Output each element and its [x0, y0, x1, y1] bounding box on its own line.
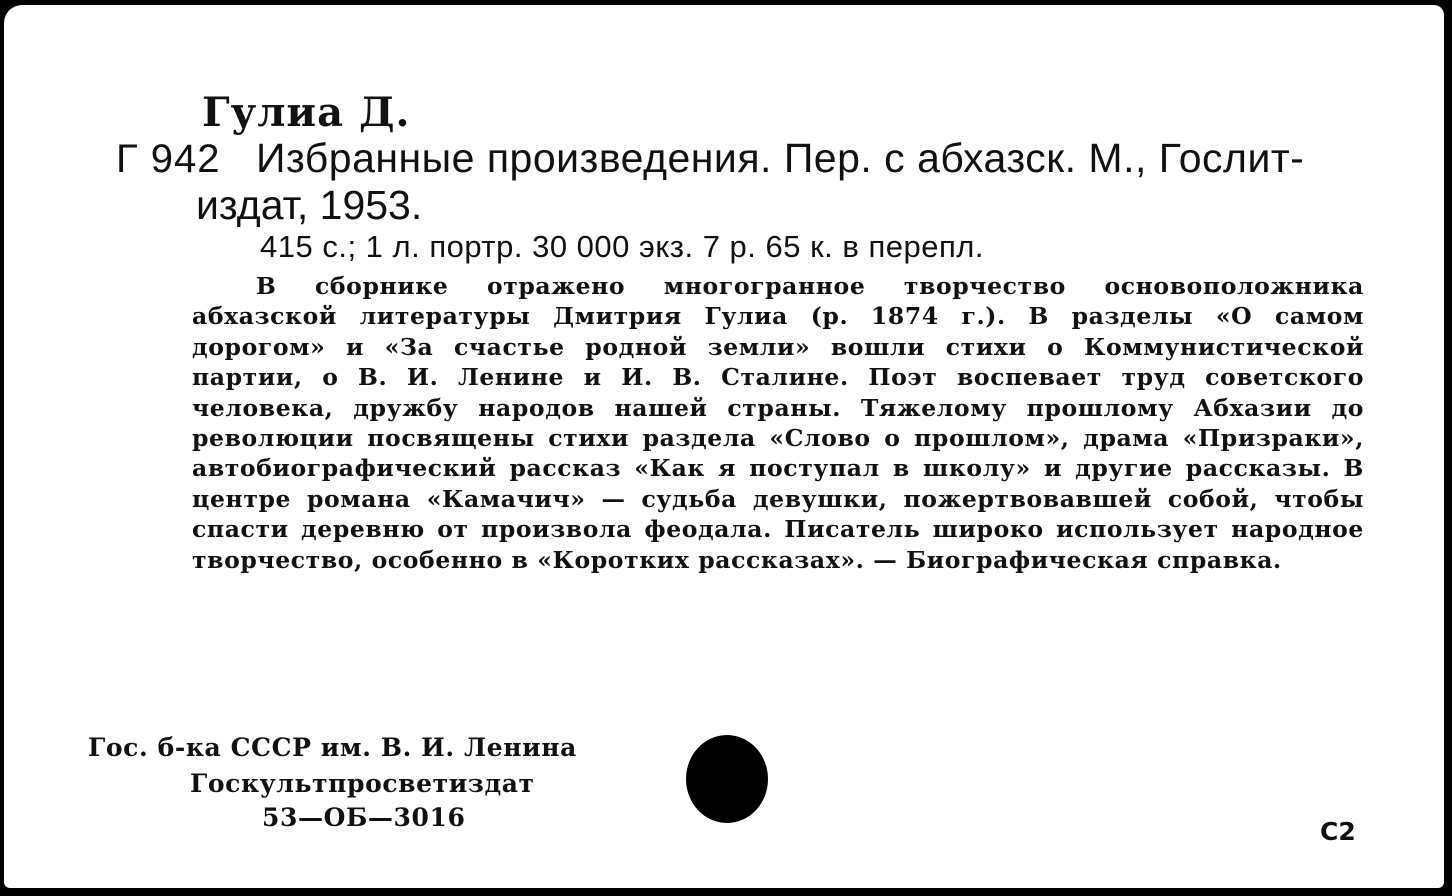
collation: 415 с.; 1 л. портр. 30 000 экз. 7 р. 65 к. в перепл.: [260, 229, 984, 264]
author-heading: Гулиа Д.: [202, 89, 411, 136]
catalog-card: [4, 5, 1444, 888]
card-code: С2: [1320, 817, 1356, 846]
title-line-1: Избранные произведения. Пер. с абхазск. М., Гослит-: [256, 135, 1305, 181]
publisher-name: Госкультпросветиздат: [190, 769, 535, 798]
annotation: В сборнике отражено многогранное творчество основоположника абхазской литературы Дмитрия Гулиа (р. 1874 г.). В разделы «О самом дорогом» и «За счастье родной земли» вошли стихи о Коммунистической партии, о В. И. Ленине и И. В. Сталине. Поэт воспевает труд советского человека, дружбу народов нашей страны. Тяжелому прошлому Абхазии до революции посвящены стихи раздела «Слово о прошлом», драма «Призраки», автобиографический рассказ «Как я поступал в школу» и другие рассказы. В центре романа «Камачич» — судьба девушки, пожертвовавшей собой, чтобы спасти деревню от произвола феодала. Писатель широко использует народное творчество, особенно в «Коротких рассказах». — Биографическая справка.: [192, 272, 1364, 574]
order-number: 53—ОБ—3016: [262, 803, 466, 832]
punch-hole: [686, 735, 768, 823]
title-line-2: издат, 1953.: [196, 182, 423, 228]
shelfmark: Г 942: [116, 137, 221, 181]
library-name: Гос. б-ка СССР им. В. И. Ленина: [88, 733, 577, 762]
